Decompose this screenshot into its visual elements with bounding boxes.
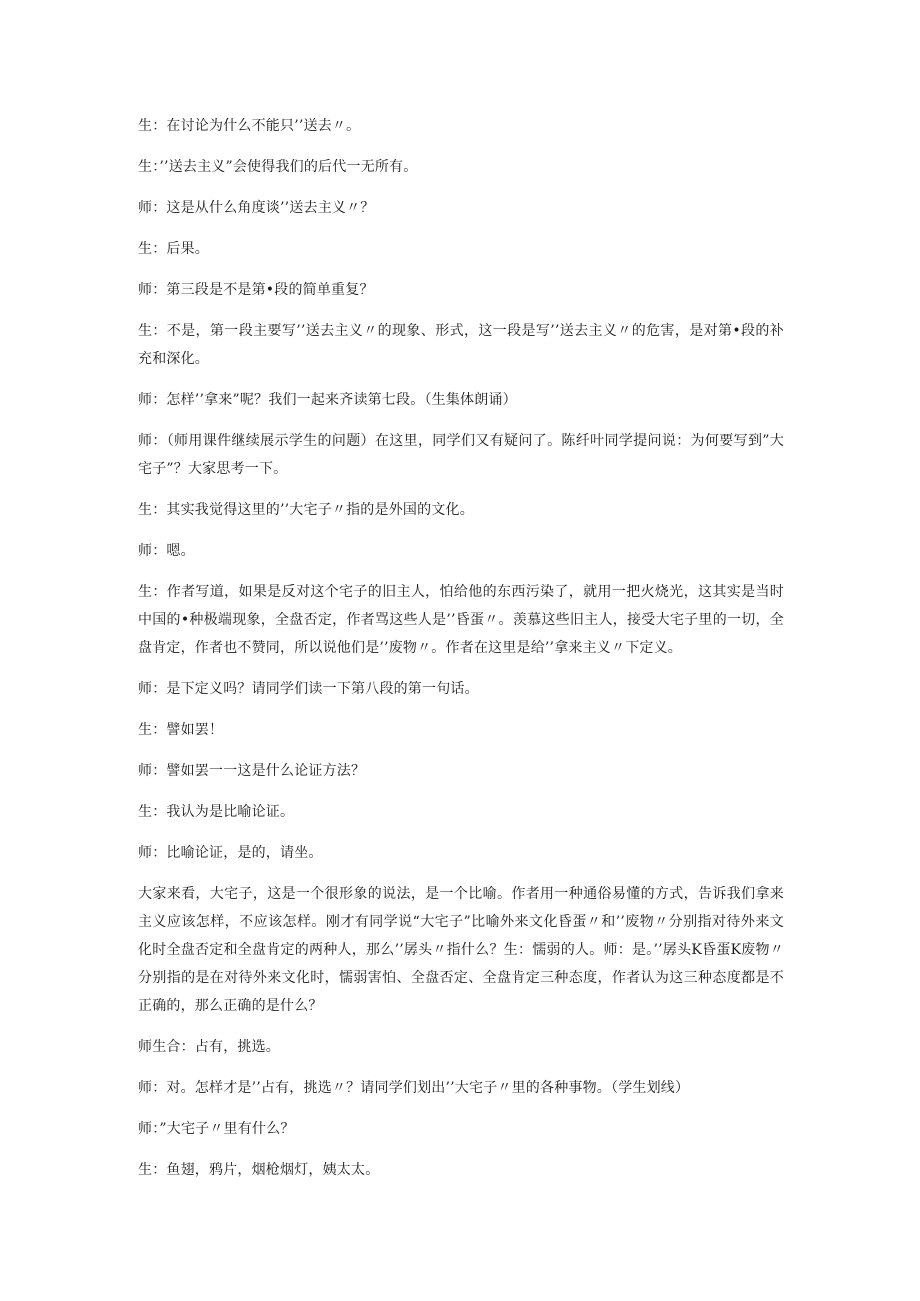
paragraph: 生：’’送去主义”会使得我们的后代一无所有。	[138, 159, 418, 175]
paragraph: 师：嗯。	[138, 543, 195, 559]
paragraph: 师：这是从什么角度谈’’送去主义〃？	[138, 200, 375, 216]
paragraph: 大家来看，大宅子，这是一个很形象的说法，是一个比喻。作者用一种通俗易懂的方式，告诉我们拿来主义应该怎样，不应该怎样。刚才有同学说“大宅子”比喻外来文化昏蛋〃和’’废物〃分别指对待外来文化时全盘否定和全盘肯定的两种人，那么’’孱头〃指什么？生：懦弱的人。师：是。’’孱头K昏蛋K废物〃分别指的是在对待外来文化时，懦弱害怕、全盘否定、全盘肯定三种态度，作者认为这三种态度都是不正确的，那么正确的是什么？	[138, 886, 784, 1014]
paragraph: 生：鱼翅，鸦片，烟枪烟灯，姨太太。	[138, 1162, 380, 1178]
paragraph: 生：作者写道，如果是反对这个宅子的旧主人，怕给他的东西污染了，就用一把火烧光，这其实是当时中国的•种极端现象，全盘否定，作者骂这些人是’’昏蛋〃。羡慕这些旧主人，接受大宅子里的一切，全盘肯定，作者也不赞同，所以说他们是’’废物〃。作者在这里是给’’拿来主义〃下定义。	[138, 584, 784, 656]
paragraph: 师：譬如罢一一这是什么论证方法？	[138, 763, 366, 779]
paragraph: 生：譬如罢！	[138, 722, 224, 738]
document-body	[138, 112, 784, 1197]
paragraph: 师：怎样’’拿来”呢？我们一起来齐读第七段。（生集体朗诵）	[138, 392, 517, 408]
paragraph: 师：第三段是不是第•段的简单重复？	[138, 282, 374, 298]
paragraph: 师：（师用课件继续展示学生的问题）在这里，同学们又有疑问了。陈纤叶同学提问说：为何要写到”大宅子”？大家思考一下。	[138, 433, 784, 477]
paragraph: 师生合：占有，挑选。	[138, 1039, 280, 1055]
paragraph: 生：我认为是比喻论证。	[138, 804, 295, 820]
paragraph: 生：其实我觉得这里的’’大宅子〃指的是外国的文化。	[138, 502, 474, 518]
paragraph: 师：”大宅子〃里有什么？	[138, 1121, 295, 1137]
paragraph: 师：是下定义吗？请同学们读一下第八段的第一句话。	[138, 681, 479, 697]
paragraph: 生：在讨论为什么不能只’’送去〃。	[138, 118, 361, 134]
paragraph: 生：不是，第一段主要写’’送去主义〃的现象、形式，这一段是写’’送去主义〃的危害，是对第•段的补充和深化。	[138, 323, 784, 367]
paragraph: 师：对。怎样才是’’占有，挑选〃？请同学们划出’’大宅子〃里的各种事物。（学生划线）	[138, 1080, 690, 1096]
paragraph: 师：比喻论证，是的，请坐。	[138, 845, 323, 861]
paragraph: 生：后果。	[138, 241, 209, 257]
